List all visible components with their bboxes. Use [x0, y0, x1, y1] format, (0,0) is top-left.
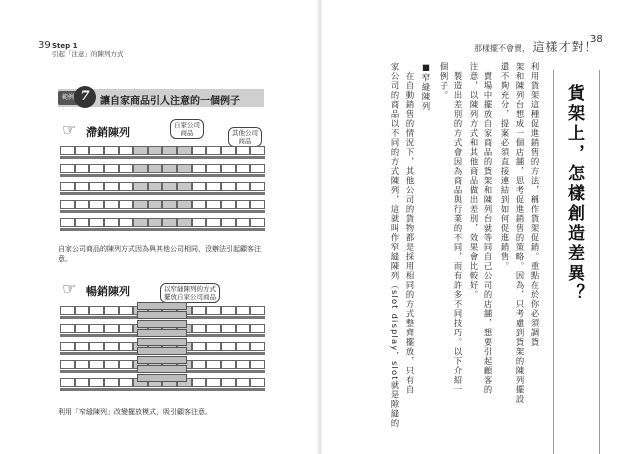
- shelf-product: [236, 306, 251, 315]
- shelf-product: [119, 200, 134, 209]
- shelf-product: [221, 218, 236, 227]
- shelf-board: [60, 174, 265, 177]
- shelf-product: [250, 360, 265, 369]
- shelf-product: [89, 200, 104, 209]
- shelf-product: [162, 200, 177, 209]
- left-page: [0, 0, 318, 454]
- shelf-product: [192, 324, 207, 333]
- slot-display-products: [137, 356, 187, 364]
- shelf-product: [89, 218, 104, 227]
- shelf-product: [75, 360, 90, 369]
- shelf-product: [206, 146, 221, 155]
- shelf-product: [148, 200, 163, 209]
- pointing-hand-icon: ☞: [62, 120, 77, 139]
- shelf-row: [60, 218, 265, 228]
- shelf-product: [119, 164, 134, 173]
- shelf-product: [104, 378, 119, 387]
- slot-display-products: [137, 374, 187, 382]
- shelf-product: [250, 182, 265, 191]
- slot-display-products: [137, 320, 187, 328]
- shelf-product: [221, 200, 236, 209]
- slot-display-products: [137, 311, 187, 319]
- shelf-product: [236, 360, 251, 369]
- shelf-product: [192, 360, 207, 369]
- shelf-board: [60, 156, 265, 159]
- shelf-product: [192, 146, 207, 155]
- shelf-product: [206, 324, 221, 333]
- shelf-product: [89, 182, 104, 191]
- shelf-product: [192, 218, 207, 227]
- section1-heading: 滯銷陳列: [86, 126, 130, 139]
- shelf-product: [104, 146, 119, 155]
- slot-display-products: [137, 329, 187, 337]
- body-column-10: 家公司的商品以不同的方式陳列，這就叫作窄縫陳列（slot display，slot就是隙縫的: [390, 62, 400, 429]
- shelf-product: [236, 200, 251, 209]
- shelf-board: [60, 388, 265, 391]
- example-banner: [58, 89, 264, 107]
- shelf-product: [177, 218, 192, 227]
- shelf-product: [206, 200, 221, 209]
- pointing-hand-icon: ☞: [62, 279, 77, 298]
- shelf-product: [206, 378, 221, 387]
- shelf-product: [250, 378, 265, 387]
- side-title: 貨架上，怎樣創造差異？: [564, 84, 584, 304]
- shelf-product: [119, 182, 134, 191]
- shelf-product: [192, 342, 207, 351]
- body-column-7: 個例子。: [439, 62, 449, 100]
- slot-display-products: [137, 302, 187, 310]
- slot-display-products: [137, 338, 187, 346]
- shelf-product: [148, 218, 163, 227]
- callout-slot-display: 以窄縫陳列的方式 擺放自家公司商品: [160, 283, 220, 303]
- step-header: [52, 42, 124, 58]
- shelf-product: [104, 324, 119, 333]
- body-column-8-subheading: ■窄縫陳列: [421, 62, 431, 112]
- shelf-product: [162, 164, 177, 173]
- shelf-product: [104, 342, 119, 351]
- shelf-product: [192, 164, 207, 173]
- shelf-product: [162, 218, 177, 227]
- shelf-product: [221, 164, 236, 173]
- shelf-product: [250, 146, 265, 155]
- shelf-product: [177, 200, 192, 209]
- shelf-product: [250, 342, 265, 351]
- shelf-product: [60, 342, 75, 351]
- shelf-product: [75, 218, 90, 227]
- shelf-product: [119, 306, 134, 315]
- shelf-product: [177, 182, 192, 191]
- step-label: Step 1: [52, 42, 78, 50]
- running-head: [474, 38, 598, 55]
- shelf-product: [75, 164, 90, 173]
- callout-other-products: 其他公司 商品: [228, 127, 262, 147]
- shelf-product: [104, 306, 119, 315]
- shelf-product: [236, 164, 251, 173]
- shelf-product: [250, 218, 265, 227]
- shelf-product: [192, 306, 207, 315]
- shelf-product: [60, 200, 75, 209]
- section2-heading: 暢銷陳列: [86, 285, 130, 298]
- shelf-product: [206, 342, 221, 351]
- shelf-product: [236, 378, 251, 387]
- shelf-product: [236, 342, 251, 351]
- shelf-product: [89, 164, 104, 173]
- shelf-product: [206, 164, 221, 173]
- body-column-3: 還不夠充分，提案必須直接連結到如何促進銷售。: [500, 62, 510, 271]
- shelf-product: [119, 218, 134, 227]
- example-badge: 範例: [58, 91, 78, 105]
- shelf-product: [221, 182, 236, 191]
- shelf-product: [60, 306, 75, 315]
- shelf-product: [60, 360, 75, 369]
- example-title: 讓自家商品引人注意的一個例子: [100, 96, 240, 107]
- shelf-product: [104, 218, 119, 227]
- shelf-product: [192, 378, 207, 387]
- body-column-5: 注意，以陳列方式和其他商品做出差別，效果會比較好。: [469, 62, 479, 300]
- shelf-product: [89, 342, 104, 351]
- body-column-9: 在自動銷售的情況下，其他公司的貨物都是採用相同的方式整齊擺放，只有自: [405, 62, 415, 395]
- shelf-product: [236, 324, 251, 333]
- shelf-product: [133, 218, 148, 227]
- shelf-product: [104, 200, 119, 209]
- shelf-row: [60, 200, 265, 210]
- body-column-4: 賣場中擺放自家商品的貨架和陳列台就等同自己公司的店舖，想要引起顧客的: [483, 62, 493, 395]
- shelf-product: [133, 164, 148, 173]
- slot-display-products: [137, 365, 187, 373]
- section1-caption: 自家公司商品的陳列方式因為與其他公司相同，沒辦法引起顧客注意。: [58, 245, 261, 263]
- shelf-product: [89, 360, 104, 369]
- shelf-product: [221, 324, 236, 333]
- right-page: [322, 0, 642, 454]
- shelf-product: [89, 146, 104, 155]
- shelf-product: [104, 360, 119, 369]
- shelf-product: [104, 164, 119, 173]
- shelf-product: [221, 146, 236, 155]
- shelf-product: [206, 360, 221, 369]
- shelf-product: [177, 146, 192, 155]
- shelf-product: [250, 324, 265, 333]
- shelf-product: [75, 182, 90, 191]
- shelf-board: [60, 228, 265, 231]
- shelf-product: [250, 164, 265, 173]
- shelf-product: [177, 164, 192, 173]
- shelf-product: [148, 164, 163, 173]
- page-number-left: 39: [38, 40, 51, 51]
- shelf-product: [206, 306, 221, 315]
- shelf-product: [60, 218, 75, 227]
- shelf-diagram-slow: [60, 146, 265, 236]
- shelf-product: [119, 324, 134, 333]
- callout-own-products: 自家公司 商品: [170, 119, 204, 139]
- shelf-product: [206, 182, 221, 191]
- shelf-product: [60, 164, 75, 173]
- shelf-product: [236, 146, 251, 155]
- shelf-product: [60, 378, 75, 387]
- shelf-product: [119, 342, 134, 351]
- body-column-6: 製造出差別的方式會因為商品與行業的不同，而有許多不同技巧。以下介紹一: [453, 62, 463, 395]
- shelf-product: [119, 146, 134, 155]
- page-number-right: 38: [590, 34, 603, 45]
- shelf-product: [60, 182, 75, 191]
- shelf-product: [250, 306, 265, 315]
- shelf-product: [250, 200, 265, 209]
- shelf-product: [221, 342, 236, 351]
- shelf-product: [192, 182, 207, 191]
- shelf-row: [60, 164, 265, 174]
- shelf-diagram-fast: [60, 306, 265, 400]
- body-column-1: 利用貨架這種促進銷售的方法，稱作貨架促銷。重點在於你必須調貨: [530, 62, 540, 347]
- shelf-product: [236, 218, 251, 227]
- shelf-product: [119, 360, 134, 369]
- shelf-row: [60, 146, 265, 156]
- section2-caption: 利用「窄縫陳列」改變擺放模式，吸引顧客注意。: [58, 408, 212, 416]
- slot-display-products: [137, 347, 187, 355]
- shelf-product: [89, 324, 104, 333]
- shelf-product: [75, 324, 90, 333]
- shelf-product: [119, 378, 134, 387]
- example-number: 7: [74, 86, 96, 108]
- shelf-product: [89, 306, 104, 315]
- running-head-text: 那樣擺不會賣，: [474, 44, 530, 53]
- shelf-product: [75, 200, 90, 209]
- shelf-product: [148, 182, 163, 191]
- shelf-product: [133, 200, 148, 209]
- running-head-emphasis: 這樣才對！: [532, 40, 598, 54]
- side-title-box: [553, 70, 600, 454]
- step-title: 引起「注意」的陳列方式: [52, 50, 124, 58]
- shelf-product: [75, 378, 90, 387]
- shelf-product: [60, 146, 75, 155]
- shelf-product: [89, 378, 104, 387]
- shelf-product: [236, 182, 251, 191]
- shelf-row: [60, 182, 265, 192]
- shelf-product: [75, 306, 90, 315]
- shelf-product: [206, 218, 221, 227]
- shelf-product: [75, 342, 90, 351]
- shelf-product: [162, 146, 177, 155]
- shelf-board: [60, 210, 265, 213]
- shelf-product: [221, 360, 236, 369]
- shelf-product: [133, 146, 148, 155]
- shelf-board: [60, 192, 265, 195]
- shelf-product: [133, 182, 148, 191]
- shelf-product: [192, 200, 207, 209]
- body-column-2: 架和陳列台想成一個店舖，思考促進銷售的策略。因為，只考慮到貨架的陳列擺設: [515, 62, 525, 404]
- shelf-product: [162, 182, 177, 191]
- shelf-product: [104, 182, 119, 191]
- shelf-product: [60, 324, 75, 333]
- shelf-product: [75, 146, 90, 155]
- shelf-product: [148, 146, 163, 155]
- shelf-product: [221, 378, 236, 387]
- shelf-product: [221, 306, 236, 315]
